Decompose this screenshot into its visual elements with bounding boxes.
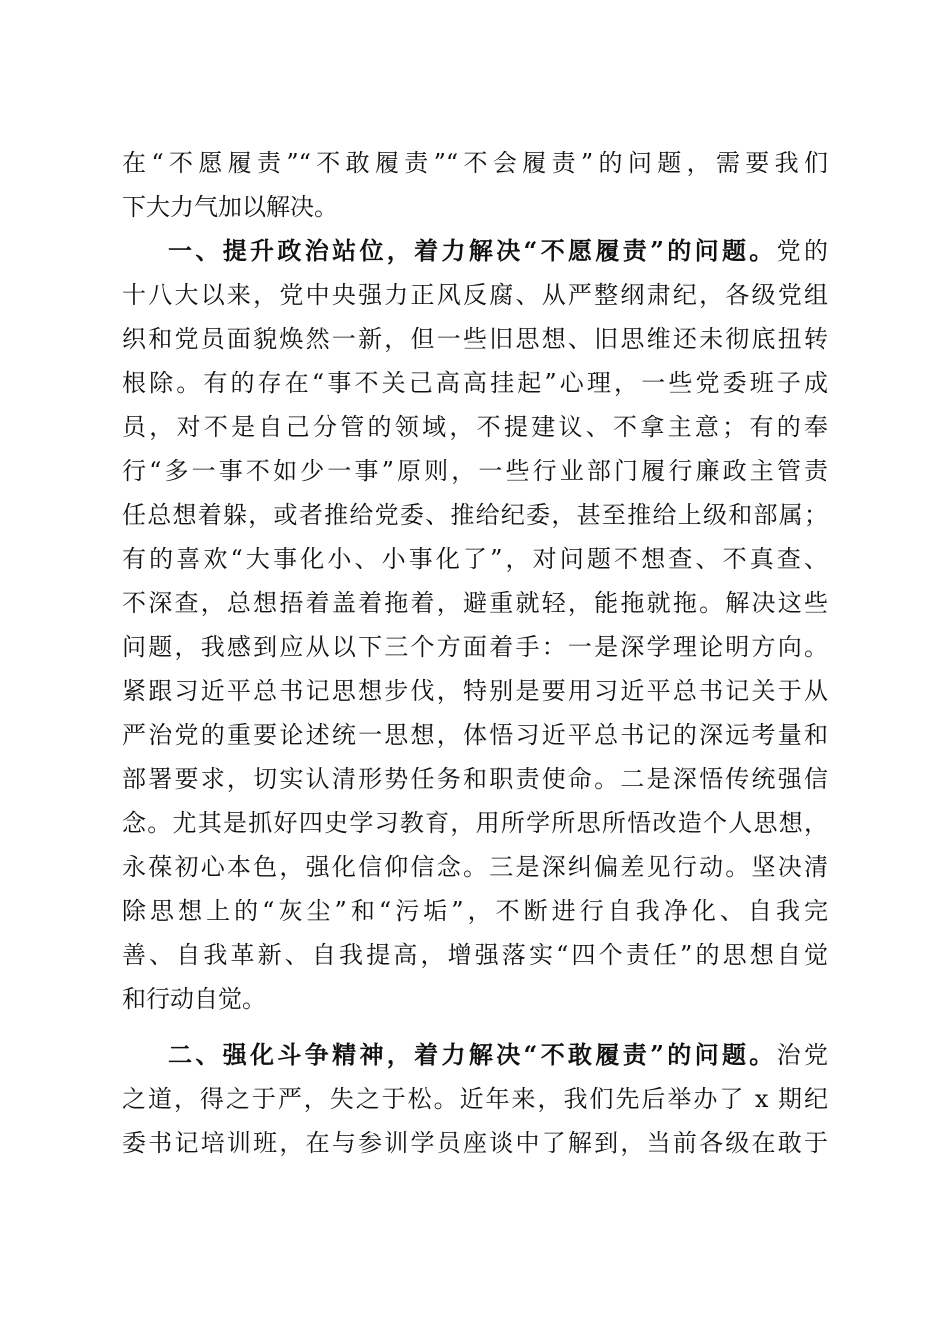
paragraph-line: 委书记培训班，在与参训学员座谈中了解到，当前各级在敢于 (122, 1129, 828, 1157)
paragraph-line: 和行动自觉。 (122, 985, 266, 1013)
paragraph-line: 行“多一事不如少一事”原则，一些行业部门履行廉政主管责 (122, 457, 828, 485)
paragraph-line: 部署要求，切实认清形势任务和职责使命。二是深悟传统强信 (122, 765, 828, 793)
section-heading-2-continuation: 治党 (776, 1041, 829, 1069)
section-heading-1: 一、提升政治站位，着力解决“不愿履责”的问题。 (168, 236, 777, 265)
paragraph-line: 十八大以来，党中央强力正风反腐、从严整纲肃纪，各级党组 (122, 281, 828, 309)
paragraph-line: 严治党的重要论述统一思想，体悟习近平总书记的深远考量和 (122, 721, 828, 749)
section-heading-1-continuation: 党的 (776, 237, 829, 265)
paragraph-line: 员，对不是自己分管的领域，不提建议、不拿主意；有的奉 (122, 413, 828, 441)
paragraph-line: 织和党员面貌焕然一新，但一些旧思想、旧思维还未彻底扭转 (122, 325, 828, 353)
paragraph-line: 善、自我革新、自我提高，增强落实“四个责任”的思想自觉 (122, 941, 828, 969)
paragraph-line: 不深查，总想捂着盖着拖着，避重就轻，能拖就拖。解决这些 (122, 589, 828, 617)
paragraph-line: 问题，我感到应从以下三个方面着手：一是深学理论明方向。 (122, 633, 828, 661)
section-heading-line (168, 1033, 828, 1077)
section-heading-line (168, 229, 828, 273)
paragraph-line: 紧跟习近平总书记思想步伐，特别是要用习近平总书记关于从 (122, 677, 828, 705)
section-heading-2: 二、强化斗争精神，着力解决“不敢履责”的问题。 (168, 1040, 777, 1069)
paragraph-line: 下大力气加以解决。 (122, 193, 338, 221)
paragraph-line: 除思想上的“灰尘”和“污垢”，不断进行自我净化、自我完 (122, 897, 828, 925)
paragraph-line: 在“不愿履责”“不敢履责”“不会履责”的问题，需要我们 (122, 149, 828, 177)
paragraph-line: 之道，得之于严，失之于松。近年来，我们先后举办了 x 期纪 (122, 1085, 828, 1113)
paragraph-line: 根除。有的存在“事不关己高高挂起”心理，一些党委班子成 (122, 369, 828, 397)
paragraph-line: 永葆初心本色，强化信仰信念。三是深纠偏差见行动。坚决清 (122, 853, 828, 881)
paragraph-line: 念。尤其是抓好四史学习教育，用所学所思所悟改造个人思想， (122, 809, 828, 837)
paragraph-line: 有的喜欢“大事化小、小事化了”，对问题不想查、不真查、 (122, 545, 828, 573)
paragraph-line: 任总想着躲，或者推给党委、推给纪委，甚至推给上级和部属； (122, 501, 828, 529)
